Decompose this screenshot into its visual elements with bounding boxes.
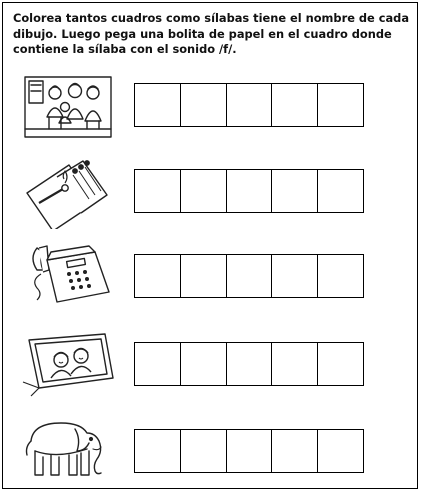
syllable-box-5[interactable]: [318, 255, 363, 297]
syllable-boxes: [134, 169, 364, 213]
syllable-box-3[interactable]: [227, 84, 273, 126]
syllable-box-2[interactable]: [181, 170, 227, 212]
matchbox-icon: [17, 155, 117, 229]
family-icon: [17, 71, 117, 145]
syllable-box-1[interactable]: [135, 343, 181, 385]
instructions-text: Colorea tantos cuadros como sílabas tiene el nombre de cada dibujo. Luego pega una bolita de papel en el cuadro donde contiene la sílaba con el sonido /f/.: [13, 11, 410, 56]
syllable-box-5[interactable]: [318, 170, 363, 212]
syllable-box-2[interactable]: [181, 430, 227, 472]
syllable-box-3[interactable]: [227, 343, 273, 385]
worksheet: [2, 2, 418, 489]
syllable-box-3[interactable]: [227, 430, 273, 472]
syllable-box-2[interactable]: [181, 343, 227, 385]
syllable-box-4[interactable]: [272, 430, 318, 472]
syllable-box-5[interactable]: [318, 430, 363, 472]
syllable-box-2[interactable]: [181, 84, 227, 126]
exercise-row-family: [3, 71, 419, 145]
syllable-box-1[interactable]: [135, 84, 181, 126]
syllable-boxes: [134, 429, 364, 473]
exercise-row-elephant: [3, 411, 419, 485]
syllable-box-4[interactable]: [272, 84, 318, 126]
syllable-box-4[interactable]: [272, 170, 318, 212]
syllable-box-5[interactable]: [318, 84, 363, 126]
syllable-boxes: [134, 342, 364, 386]
exercise-row-photo-frame: [3, 326, 419, 400]
syllable-boxes: [134, 83, 364, 127]
syllable-box-3[interactable]: [227, 255, 273, 297]
syllable-box-4[interactable]: [272, 343, 318, 385]
syllable-box-2[interactable]: [181, 255, 227, 297]
syllable-box-1[interactable]: [135, 255, 181, 297]
telephone-icon: [17, 238, 117, 312]
syllable-box-1[interactable]: [135, 430, 181, 472]
exercise-row-telephone: [3, 238, 419, 312]
syllable-box-5[interactable]: [318, 343, 363, 385]
syllable-box-1[interactable]: [135, 170, 181, 212]
photo-frame-icon: [17, 326, 117, 400]
exercise-row-matchbox: [3, 155, 419, 229]
syllable-box-3[interactable]: [227, 170, 273, 212]
syllable-boxes: [134, 254, 364, 298]
syllable-box-4[interactable]: [272, 255, 318, 297]
elephant-icon: [17, 411, 117, 485]
